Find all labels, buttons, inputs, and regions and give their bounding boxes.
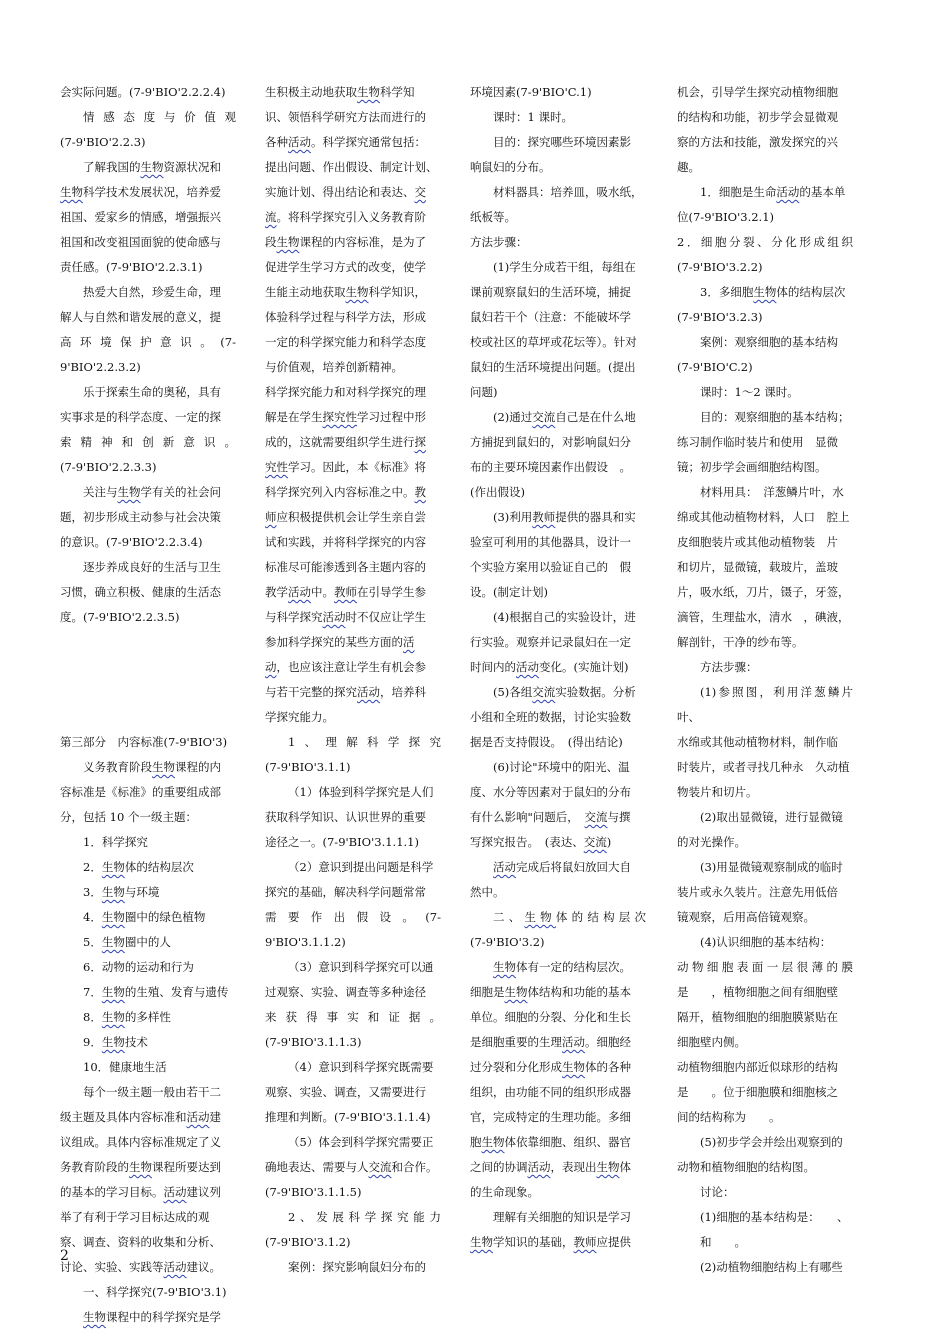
text-line: (1)细胞的基本结构是： 、 — [700, 1210, 849, 1224]
underlined-term: 动 — [265, 660, 277, 674]
text-line: 设。(制定计划) — [470, 585, 548, 599]
underlined-term: 活动 — [288, 585, 311, 599]
text-line: (7-9'BIO'3.1.1.3) — [265, 1035, 362, 1049]
text-line: 教学活动中。教师在引导学生参 — [265, 585, 426, 599]
text-line: 讨论、实验、实践等活动建议。 — [60, 1260, 221, 1274]
text-line: 祖国、爱家乡的情感，增强振兴 — [60, 210, 221, 224]
text-line: 2、发展科学探究能力 — [288, 1210, 441, 1224]
text-line: 与价值观，培养创新精神。 — [265, 360, 403, 374]
text-line: 课前观察鼠妇的生活环境，捕捉 — [470, 285, 631, 299]
text-line: 确地表达、需要与人交流和合作。 — [265, 1160, 438, 1174]
text-line: 生物课程中的科学探究是学 — [83, 1310, 221, 1324]
text-line: 热爱大自然，珍爱生命，理 — [83, 285, 221, 299]
underlined-term: 生物 — [481, 1135, 505, 1149]
underlined-term: 究性 — [265, 460, 288, 474]
text-line: 二、生物体的结构层次 — [493, 910, 647, 924]
text-line: 参加科学探究的某些方面的活 — [265, 635, 415, 649]
text-line: （1）体验到科学探究是人们 — [288, 785, 434, 799]
text-line: 9．生物技术 — [83, 1035, 148, 1049]
text-line: 1．细胞是生命活动的基本单 — [700, 185, 846, 199]
text-line: 段生物课程的内容标准，是为了 — [265, 235, 426, 249]
text-line: 1．科学探究 — [83, 835, 148, 849]
text-line: 各种活动。科学探究通常包括： — [265, 135, 426, 149]
underlined-term: 教师 — [334, 585, 357, 599]
underlined-term: 交流 — [532, 410, 556, 424]
text-line: 问题) — [470, 385, 498, 399]
text-line: 水绵或其他动植物材料，制作临 — [677, 735, 838, 749]
text-line: (2)通过交流自己是在什么地 — [493, 410, 636, 424]
text-line: (7-9'BIO'3.2.3) — [677, 310, 763, 324]
text-line: 究性学习。因此，本《标准》将 — [265, 460, 426, 474]
text-line: 成的，这就需要组织学生进行探 — [265, 435, 426, 449]
underlined-term: 生物 — [524, 910, 556, 924]
text-line: 试和实践，并将科学探究的内容 — [265, 535, 426, 549]
text-line: 的意识。(7-9'BIO'2.2.3.4) — [60, 535, 203, 549]
text-line: 解剖针，干净的纱布等。 — [677, 635, 804, 649]
text-column-3 — [470, 80, 646, 1255]
underlined-term: 生物 — [83, 1310, 106, 1324]
text-line: 练习制作临时装片和使用 显微 — [677, 435, 838, 449]
text-line: 生物科学技术发展状况，培养爱 — [60, 185, 221, 199]
text-line: 师应积极提供机会让学生亲自尝 — [265, 510, 426, 524]
text-line: (7-9'BIO'3.2) — [470, 935, 545, 949]
text-line: 1、理解科学探究 — [288, 735, 441, 749]
text-line: 高环境保护意识。(7-9'BIO'2.2.3.2) — [60, 335, 236, 374]
text-line: 组织，由功能不同的组织形成器 — [470, 1085, 631, 1099]
text-line: 课时：1～2 课时。 — [700, 385, 799, 399]
underlined-term: 生物 — [152, 760, 175, 774]
text-line: 祖国和改变祖国面貌的使命感与 — [60, 235, 221, 249]
text-line: 验室可利用的其他器具，设计一 — [470, 535, 631, 549]
text-line: 滴管，生理盐水，清水 ，碘液， — [677, 610, 850, 624]
text-line: 3．多细胞生物体的结构层次 — [700, 285, 846, 299]
text-line: 了解我国的生物资源状况和 — [83, 160, 221, 174]
underlined-term: 生物 — [101, 935, 125, 949]
text-line: 度。(7-9'BIO'2.2.3.5) — [60, 610, 180, 624]
text-line: 目的：探究哪些环境因素影 — [493, 135, 631, 149]
text-line: 责任感。(7-9'BIO'2.2.3.1) — [60, 260, 203, 274]
text-column-4 — [677, 80, 853, 1280]
text-line: 来获得事实和证据。 — [265, 1010, 441, 1024]
text-line: 动物和植物细胞的结构图。 — [677, 1160, 815, 1174]
underlined-term: 生物 — [117, 485, 141, 499]
text-line: (7-9'BIO'2.2.3) — [60, 135, 146, 149]
underlined-term: 生物 — [357, 85, 380, 99]
text-line: 解人与自然和谐发展的意义，提 — [60, 310, 221, 324]
underlined-term: 交 — [414, 185, 426, 199]
underlined-term: 生物 — [101, 1035, 125, 1049]
underlined-term: 生物 — [504, 985, 528, 999]
text-line: 情感态度与价值观 — [83, 110, 236, 124]
text-line: (4)根据自己的实验设计，进 — [493, 610, 636, 624]
text-line: 官，完成特定的生理功能。多细 — [470, 1110, 631, 1124]
underlined-term: 教师 — [532, 510, 556, 524]
text-line: 纸板等。 — [470, 210, 516, 224]
text-line: 行实验。观察并记录鼠妇在一定 — [470, 635, 631, 649]
text-line: 细胞是生物体结构和功能的基本 — [470, 985, 631, 999]
text-column-2 — [265, 80, 441, 1280]
text-line: 获取科学知识、认识世界的重要 — [265, 810, 426, 824]
text-line: 鼠妇的生活环境提出问题。(提出 — [470, 360, 636, 374]
text-line: 习惯，确立积极、健康的生活态 — [60, 585, 221, 599]
text-line: 的基本的学习目标。活动建议列 — [60, 1185, 221, 1199]
text-line: (作出假设) — [470, 485, 525, 499]
text-line: 鼠妇若干个（注意：不能破坏学 — [470, 310, 631, 324]
spacer — [60, 680, 236, 730]
underlined-term: 活动 — [562, 1035, 585, 1049]
text-line: (3)用显微镜观察制成的临时 — [700, 860, 843, 874]
underlined-term: 交流 — [584, 810, 608, 824]
underlined-term: 生物 — [470, 1235, 493, 1249]
underlined-term: 生物 — [101, 1010, 125, 1024]
text-line: 和 。 — [700, 1235, 746, 1249]
underlined-term: 教师 — [573, 1235, 597, 1249]
underlined-term: 活动 — [516, 660, 539, 674]
text-line: 动，也应该注意让学生有机会参 — [265, 660, 426, 674]
text-line: 第三部分 内容标准(7-9'BIO'3) — [60, 735, 228, 749]
text-line: (7-9'BIO'2.2.3.3) — [60, 460, 157, 474]
text-line: 乐于探索生命的奥秘，具有 — [83, 385, 221, 399]
text-line: 3．生物与环境 — [83, 885, 160, 899]
underlined-term: 生物 — [60, 185, 83, 199]
text-line: 机会，引导学生探究动植物细胞 — [677, 85, 838, 99]
text-line: 每个一级主题一般由若干二 — [83, 1085, 221, 1099]
text-line: 4．生物圈中的绿色植物 — [83, 910, 206, 924]
text-line: 的结构和功能，初步学会显微观 — [677, 110, 838, 124]
text-line: 索精神和创新意识。 — [60, 435, 236, 449]
text-line: 小组和全班的数据，讨论实验数 — [470, 710, 631, 724]
text-line: 举了有利于学习目标达成的观 — [60, 1210, 210, 1224]
spacer — [60, 630, 236, 680]
text-line: 材料用具： 洋葱鳞片叶，水 — [700, 485, 844, 499]
text-line: 方法步骤： — [470, 235, 528, 249]
text-line: 有什么影响"问题后， 交流与撰 — [470, 810, 631, 824]
text-line: 2．生物体的结构层次 — [83, 860, 194, 874]
text-line: 单位。细胞的分裂、分化和生长 — [470, 1010, 631, 1024]
text-line: 科学探究列入内容标准之中。教 — [265, 485, 426, 499]
page-number: 2 — [60, 1248, 69, 1264]
text-line: 过分裂和分化形成生物体的各种 — [470, 1060, 631, 1074]
text-line: (1)学生分成若干组，每组在 — [493, 260, 636, 274]
text-line: 趣。 — [677, 160, 700, 174]
text-line: 与科学探究活动时不仅应让学生 — [265, 610, 426, 624]
text-line: 科学探究能力和对科学探究的理 — [265, 385, 426, 399]
text-line: 片，吸水纸，刀片，镊子，牙签， — [677, 585, 850, 599]
underlined-term: 生物 — [493, 960, 516, 974]
text-line: 环境因素(7-9'BIO'C.1) — [470, 85, 592, 99]
underlined-term: 交流 — [368, 1160, 392, 1174]
underlined-term: 探究性 — [322, 410, 357, 424]
text-line: 生积极主动地获取生物科学知 — [265, 85, 415, 99]
text-line: 一定的科学探究能力和科学态度 — [265, 335, 426, 349]
text-line: 绵或其他动植物材料，人口 腔上 — [677, 510, 850, 524]
text-line: 逐步养成良好的生活与卫生 — [83, 560, 221, 574]
text-line: 个实验方案用以验证自己的 假 — [470, 560, 631, 574]
text-line: 6．动物的运动和行为 — [83, 960, 194, 974]
underlined-term: 生物 — [129, 1160, 152, 1174]
text-line: 胞生物体依靠细胞、组织、器官 — [470, 1135, 631, 1149]
text-line: 的生命现象。 — [470, 1185, 539, 1199]
text-line: (6)讨论"环境中的阳光、温 — [493, 760, 630, 774]
text-line: (7-9'BIO'3.1.1.5) — [265, 1185, 362, 1199]
text-line: 10．健康地生活 — [83, 1060, 167, 1074]
text-line: 识、领悟科学研究方法而进行的 — [265, 110, 426, 124]
underlined-term: 生物 — [276, 235, 300, 249]
text-line: 需要作出假设。(7-9'BIO'3.1.1.2) — [265, 910, 441, 949]
text-line: (5)初步学会并绘出观察到的 — [700, 1135, 843, 1149]
underlined-term: 生物 — [101, 885, 125, 899]
text-line: 目的：观察细胞的基本结构； — [700, 410, 850, 424]
text-line: 义务教育阶段生物课程的内 — [83, 760, 221, 774]
text-line: (2)动植物细胞结构上有哪些 — [700, 1260, 843, 1274]
text-line: 务教育阶段的生物课程所要达到 — [60, 1160, 221, 1174]
text-line: 观察、实验、调查，又需要进行 — [265, 1085, 426, 1099]
text-line: 度、水分等因素对于鼠妇的分布 — [470, 785, 631, 799]
underlined-term: 流 — [265, 210, 277, 224]
text-line: 方法步骤： — [700, 660, 758, 674]
text-line: 关注与生物学有关的社会问 — [83, 485, 221, 499]
text-line: 位(7-9'BIO'3.2.1) — [677, 210, 774, 224]
text-line: 讨论： — [700, 1185, 735, 1199]
underlined-term: 生物 — [101, 910, 125, 924]
text-line: 细胞壁内侧。 — [677, 1035, 746, 1049]
text-line: 之间的协调活动，表现出生物体 — [470, 1160, 631, 1174]
text-line: （5）体会到科学探究需要正 — [288, 1135, 434, 1149]
text-line: 会实际问题。(7-9'BIO'2.2.2.4) — [60, 85, 226, 99]
text-line: (7-9'BIO'3.1.2) — [265, 1235, 351, 1249]
text-line: 议组成。具体内容标准规定了义 — [60, 1135, 221, 1149]
underlined-term: 生物 — [101, 860, 125, 874]
text-line: 体验科学过程与科学方法，形成 — [265, 310, 426, 324]
underlined-term: 教 — [414, 485, 426, 499]
text-line: 物装片和切片。 — [677, 785, 758, 799]
underlined-term: 生物 — [345, 285, 369, 299]
underlined-term: 活动 — [288, 135, 311, 149]
underlined-term: 生物 — [596, 1160, 620, 1174]
text-line: 隔开，植物细胞的细胞膜紧贴在 — [677, 1010, 838, 1024]
text-line: 是细胞重要的生理活动。细胞经 — [470, 1035, 631, 1049]
text-line: 过观察、实验、调查等多种途径 — [265, 985, 426, 999]
text-line: （2）意识到提出问题是科学 — [288, 860, 434, 874]
text-line: 学探究能力。 — [265, 710, 334, 724]
text-line: 流。将科学探究引入义务教育阶 — [265, 210, 426, 224]
text-line: (5)各组交流实验数据。分析 — [493, 685, 636, 699]
text-line: 生能主动地获取生物科学知识， — [265, 285, 426, 299]
text-line: 镜观察，后用高倍镜观察。 — [677, 910, 815, 924]
underlined-term: 活动 — [163, 1260, 187, 1274]
text-line: (7-9'BIO'3.2.2) — [677, 260, 763, 274]
text-line: 2．细胞分裂、分化形成组织 — [677, 235, 853, 249]
underlined-term: 活动 — [357, 685, 380, 699]
text-line: 察、调查、资料的收集和分析、 — [60, 1235, 221, 1249]
text-line: 标准尽可能渗透到各主题内容的 — [265, 560, 426, 574]
text-column-1 — [60, 80, 236, 1330]
underlined-term: 活动 — [527, 1160, 551, 1174]
underlined-term: 生物 — [101, 985, 125, 999]
text-line: 动物细胞表面一层很薄的膜 — [677, 960, 853, 974]
text-line: 然中。 — [470, 885, 505, 899]
text-line: 案例：探究影响鼠妇分布的 — [288, 1260, 426, 1274]
text-line: 活动完成后将鼠妇放回大自 — [493, 860, 631, 874]
text-line: 校或社区的草坪或花坛等）。针对 — [470, 335, 637, 349]
text-line: 案例：观察细胞的基本结构 — [700, 335, 838, 349]
text-line: 推理和判断。(7-9'BIO'3.1.1.4) — [265, 1110, 431, 1124]
underlined-term: 活动 — [163, 1185, 187, 1199]
text-line: 实事求是的科学态度、一定的探 — [60, 410, 221, 424]
text-line: 途径之一。(7-9'BIO'3.1.1.1) — [265, 835, 419, 849]
text-line: 8．生物的多样性 — [83, 1010, 171, 1024]
text-line: 据是否支持假设。 (得出结论) — [470, 735, 623, 749]
text-line: 响鼠妇的分布。 — [470, 160, 551, 174]
text-line: 解是在学生探究性学习过程中形 — [265, 410, 426, 424]
text-line: 时间内的活动变化。(实施计划) — [470, 660, 629, 674]
text-line: 察的方法和技能，激发探究的兴 — [677, 135, 838, 149]
text-line: 的对光操作。 — [677, 835, 746, 849]
text-line: 镜；初步学会画细胞结构图。 — [677, 460, 827, 474]
underlined-term: 生物 — [140, 160, 164, 174]
underlined-term: 交流 — [532, 685, 556, 699]
text-line: 级主题及具体内容标准和活动建 — [60, 1110, 221, 1124]
text-line: 是 。位于细胞膜和细胞核之 — [677, 1085, 838, 1099]
text-line: (3)利用教师提供的器具和实 — [493, 510, 636, 524]
text-line: 课时：1 课时。 — [493, 110, 573, 124]
text-line: 与若干完整的探究活动，培养科 — [265, 685, 426, 699]
text-line: 实施计划、得出结论和表达、交 — [265, 185, 426, 199]
text-line: 探究的基础，解决科学问题常常 — [265, 885, 426, 899]
text-line: (7-9'BIO'3.1.1) — [265, 760, 351, 774]
text-line: 间的结构称为 。 — [677, 1110, 781, 1124]
text-line: 促进学生学习方式的改变，使学 — [265, 260, 426, 274]
text-line: 布的主要环境因素作出假设 。 — [470, 460, 631, 474]
underlined-term: 师 — [265, 510, 277, 524]
text-line: 7．生物的生殖、发育与遗传 — [83, 985, 229, 999]
text-line: 提出问题、作出假设、制定计划、 — [265, 160, 438, 174]
underlined-term: 生物 — [562, 1060, 585, 1074]
underlined-term: 生物 — [753, 285, 777, 299]
text-line: 生物体有一定的结构层次。 — [493, 960, 631, 974]
text-line: 是 ，植物细胞之间有细胞壁 — [677, 985, 838, 999]
underlined-term: 活 — [403, 635, 415, 649]
text-line: (7-9'BIO'C.2) — [677, 360, 753, 374]
text-line: 容标准是《标准》的重要组成部 — [60, 785, 221, 799]
text-line: (1)参照图，利用洋葱鳞片叶、 — [677, 685, 853, 724]
text-line: 方捕捉到鼠妇的，对影响鼠妇分 — [470, 435, 631, 449]
text-line: 皮细胞装片或其他动植物装 片 — [677, 535, 838, 549]
underlined-term: 活动 — [493, 860, 516, 874]
underlined-term: 活动 — [322, 610, 346, 624]
text-line: 时装片，或者寻找几种永 久动植 — [677, 760, 850, 774]
underlined-term: 活动 — [776, 185, 800, 199]
text-line: (4)认识细胞的基本结构： — [700, 935, 832, 949]
text-line: （3）意识到科学探究可以通 — [288, 960, 434, 974]
text-line: （4）意识到科学探究既需要 — [288, 1060, 434, 1074]
text-line: 分，包括 10 个一级主题： — [60, 810, 197, 824]
text-line: 装片或永久装片。注意先用低倍 — [677, 885, 838, 899]
text-line: 理解有关细胞的知识是学习 — [493, 1210, 631, 1224]
underlined-term: 活动 — [186, 1110, 210, 1124]
text-line: 材料器具：培养皿，吸水纸， — [493, 185, 643, 199]
text-line: 写探究报告。 (表达、交流) — [470, 835, 612, 849]
text-line: 生物学知识的基础，教师应提供 — [470, 1235, 631, 1249]
underlined-term: 交流 — [583, 835, 607, 849]
text-line: 一、科学探究(7-9'BIO'3.1) — [83, 1285, 227, 1299]
text-line: 题，初步形成主动参与社会决策 — [60, 510, 221, 524]
underlined-term: 探 — [414, 435, 426, 449]
text-line: 和切片，显微镜，载玻片，盖玻 — [677, 560, 838, 574]
text-line: 5．生物圈中的人 — [83, 935, 171, 949]
text-line: (2)取出显微镜，进行显微镜 — [700, 810, 843, 824]
text-line: 动植物细胞内部近似球形的结构 — [677, 1060, 838, 1074]
